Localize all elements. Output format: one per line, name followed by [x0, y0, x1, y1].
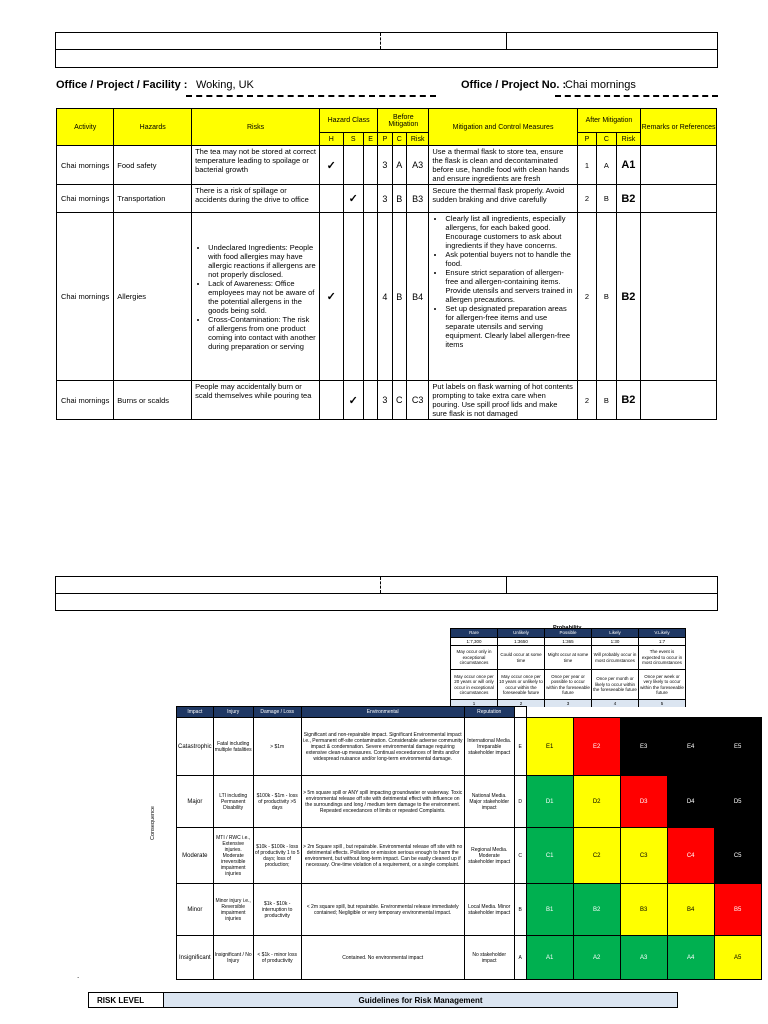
mitigation-bullet: • Ask potential buyers not to handle the food.	[445, 250, 573, 268]
matrix-row	[177, 936, 762, 980]
before-c: B	[392, 185, 406, 213]
matrix-reputation: Local Media. Minor stakeholder impact	[464, 884, 514, 936]
prob-name: Unlikely	[498, 629, 545, 638]
matrix-row	[177, 718, 762, 776]
project-no-label: Office / Project No. :	[461, 79, 567, 91]
matrix-cell: B2	[573, 884, 620, 936]
check-icon: ✓	[319, 213, 343, 381]
matrix-header-environmental: Environmental	[301, 707, 464, 718]
before-risk: B4	[406, 213, 429, 381]
mitigation-cell: Put labels on flask warning of hot contents prompting to take extra care when pouring. Use spill proof lids and make sure flask is not damaged	[429, 381, 577, 420]
matrix-reputation: National Media. Major stakeholder impact	[464, 776, 514, 828]
header-mitigation: Mitigation and Control Measures	[429, 109, 577, 146]
prob-desc: Will probably occur in most circumstances	[592, 646, 639, 670]
before-c: A	[392, 146, 406, 185]
remarks-cell	[641, 146, 717, 185]
matrix-injury: Minor injury i.e., Reversible impairment injuries	[213, 884, 253, 936]
matrix-impact: Moderate	[177, 828, 214, 884]
after-c: B	[597, 185, 616, 213]
hazard-cell: Burns or scalds	[114, 381, 192, 420]
matrix-cell: C4	[667, 828, 714, 884]
matrix-environmental: Significant and non-repairable impact. Significant Environmental impact i.e., Permanent off-site contamination. Considerable adverse community impact & condemnation. Severe environmental damage requiring extensive clean-up measures. Continual exceedances of limits and/or widespread nuisance and/or long-term environmental damage.	[301, 718, 464, 776]
after-p: 2	[577, 185, 596, 213]
prob-freq: 1:365	[545, 637, 592, 646]
header-after-c: C	[597, 133, 616, 146]
risk-cell: The tea may not be stored at correct temperature leading to spoilage or bacterial growth	[192, 146, 320, 185]
prob-number: 1	[451, 700, 498, 709]
hazard-cell: Allergies	[114, 213, 192, 381]
matrix-letter: D	[514, 776, 526, 828]
after-c: B	[597, 213, 616, 381]
activity-cell: Chai mornings	[57, 146, 114, 185]
risk-bullet: • Lack of Awareness: Office employees may not be aware of the potential allergens in the goods being sold.	[208, 279, 316, 315]
before-p: 3	[378, 146, 392, 185]
matrix-reputation: No stakeholder impact	[464, 936, 514, 980]
matrix-cell: E3	[620, 718, 667, 776]
matrix-injury: Insignificant / No Injury	[213, 936, 253, 980]
matrix-cell: D1	[526, 776, 573, 828]
matrix-environmental: > 2m Square spill , but repairable. Environmental release off site with no detrimental effects. Pollution or emission serious enough to harm the environment, but without long-term impact. Can be easily cleaned up if necessary. One-time violation of a requirement, or a single complaint.	[301, 828, 464, 884]
header-class-h: H	[319, 133, 343, 146]
matrix-cell: A3	[620, 936, 667, 980]
after-c: B	[597, 381, 616, 420]
header-after-risk: Risk	[616, 133, 641, 146]
matrix-cell: C2	[573, 828, 620, 884]
prob-desc: Could occur at some time	[498, 646, 545, 670]
matrix-letter: A	[514, 936, 526, 980]
before-p: 4	[378, 213, 392, 381]
risk-level-label: RISK LEVEL	[89, 993, 164, 1008]
risk-bullet: • Cross-Contamination: The risk of allergens from one product coming into contact with another during preparation or serving	[208, 315, 316, 351]
matrix-reputation: Regional Media. Moderate stakeholder impact	[464, 828, 514, 884]
header-before-p: P	[378, 133, 392, 146]
matrix-row	[177, 884, 762, 936]
stray-dot: .	[77, 971, 80, 980]
matrix-header-reputation: Reputation	[464, 707, 514, 718]
prob-desc-freq: Once per year or possible to occur within the foreseeable future	[545, 670, 592, 700]
matrix-impact: Catastrophic	[177, 718, 214, 776]
before-p: 3	[378, 381, 392, 420]
risk-matrix	[176, 706, 762, 980]
prob-number: 5	[639, 700, 686, 709]
risk-cell: People may accidentally burn or scald themselves while pouring tea	[192, 381, 320, 420]
matrix-cell: D5	[714, 776, 761, 828]
header-after-mitigation: After Mitigation	[577, 109, 640, 133]
probability-table	[450, 628, 686, 709]
prob-freq: 1:3650	[498, 637, 545, 646]
matrix-cell: A1	[526, 936, 573, 980]
matrix-injury: LTI including Permanent Disability	[213, 776, 253, 828]
prob-name: Possible	[545, 629, 592, 638]
header-after-p: P	[577, 133, 596, 146]
matrix-cell: D4	[667, 776, 714, 828]
header-before-risk: Risk	[406, 133, 429, 146]
matrix-letter: E	[514, 718, 526, 776]
matrix-cell: E1	[526, 718, 573, 776]
prob-desc-freq: Once per month or likely to occur within the foreseeable future	[592, 670, 639, 700]
mitigation-bullet: • Clearly list all ingredients, especially allergens, for each baked good. Encourage customers to ask about ingredients if they have concerns.	[445, 214, 573, 250]
matrix-cell: A5	[714, 936, 761, 980]
matrix-cell: B4	[667, 884, 714, 936]
matrix-cell: B1	[526, 884, 573, 936]
matrix-impact: Minor	[177, 884, 214, 936]
matrix-environmental: < 2m square spill, but repairable. Environmental release immediately contained; Negligible or very temporary environmental impact.	[301, 884, 464, 936]
matrix-header-injury: Injury	[213, 707, 253, 718]
mitigation-cell: Secure the thermal flask properly. Avoid sudden braking and drive carefully	[429, 185, 577, 213]
matrix-damage: $100k - $1m - loss of productivity >5 days	[253, 776, 301, 828]
after-risk: B2	[616, 185, 641, 213]
matrix-cell: B3	[620, 884, 667, 936]
header-class-e: E	[363, 133, 377, 146]
matrix-row	[177, 828, 762, 884]
mitigation-cell	[429, 213, 577, 381]
guidelines-title: Guidelines for Risk Management	[164, 993, 678, 1008]
office-underline	[186, 95, 436, 97]
prob-freq: 1:7,300	[451, 637, 498, 646]
mitigation-bullet: • Ensure strict separation of allergen-free and allergen-containing items. Provide utensils and servers trained in allergen precautions.	[445, 268, 573, 304]
prob-freq: 1:30	[592, 637, 639, 646]
prob-number: 3	[545, 700, 592, 709]
matrix-impact: Insignificant	[177, 936, 214, 980]
mitigation-bullet: • Set up designated preparation areas for allergen-free items and use separate utensils and serving equipment. Clearly label allergen-free items	[445, 304, 573, 349]
guidelines-table	[88, 992, 678, 1008]
remarks-cell	[641, 213, 717, 381]
after-p: 2	[577, 381, 596, 420]
table-row	[57, 213, 717, 381]
matrix-environmental: Contained. No environmental impact	[301, 936, 464, 980]
matrix-injury: MTI / RWC i.e., Extensive injuries. Moderate irreversible impairment injuries	[213, 828, 253, 884]
header-hazard-class: Hazard Class	[319, 109, 377, 133]
risk-bullet: • Undeclared Ingredients: People with food allergies may have allergic reactions if allergens are not properly disclosed.	[208, 243, 316, 279]
project-no-underline	[555, 95, 718, 97]
before-c: C	[392, 381, 406, 420]
matrix-cell: D2	[573, 776, 620, 828]
prob-name: Rare	[451, 629, 498, 638]
matrix-cell: E5	[714, 718, 761, 776]
matrix-row	[177, 776, 762, 828]
risk-assessment-table	[56, 108, 717, 420]
prob-desc-freq: Once per week or very likely to occur within the foreseeable future	[639, 670, 686, 700]
matrix-letter: C	[514, 828, 526, 884]
before-p: 3	[378, 185, 392, 213]
matrix-header-impact: Impact	[177, 707, 214, 718]
check-icon: ✓	[343, 381, 363, 420]
matrix-damage: < $1k - minor loss of productivity	[253, 936, 301, 980]
prob-desc-freq: May occur once per 20 years or will only occur in exceptional circumstances	[451, 670, 498, 700]
activity-cell: Chai mornings	[57, 185, 114, 213]
matrix-injury: Fatal including multiple fatalities	[213, 718, 253, 776]
matrix-cell: C1	[526, 828, 573, 884]
matrix-damage: > $1m	[253, 718, 301, 776]
table-row	[57, 381, 717, 420]
hazard-cell: Food safety	[114, 146, 192, 185]
matrix-environmental: > 5m square spill or ANY spill impacting groundwater or waterway. Toxic environmental release off site with detrimental effect with influence on the surroundings and long / medium term damage to the environment. Repeated exceedances of limits or repeated Complaints.	[301, 776, 464, 828]
table-row	[57, 185, 717, 213]
matrix-damage: $10k - $100k - loss of productivity 1 to 5 days; loss of production;	[253, 828, 301, 884]
office-value: Woking, UK	[196, 79, 254, 91]
prob-freq: 1:7	[639, 637, 686, 646]
matrix-cell: B5	[714, 884, 761, 936]
matrix-letter: B	[514, 884, 526, 936]
matrix-cell: E4	[667, 718, 714, 776]
matrix-cell: C3	[620, 828, 667, 884]
risk-cell	[192, 213, 320, 381]
prob-name: Likely	[592, 629, 639, 638]
matrix-reputation: International Media. Irreparable stakeholder impact	[464, 718, 514, 776]
after-risk: A1	[616, 146, 641, 185]
activity-cell: Chai mornings	[57, 213, 114, 381]
matrix-cell: D3	[620, 776, 667, 828]
prob-number: 4	[592, 700, 639, 709]
prob-desc: May occur only in exceptional circumstances	[451, 646, 498, 670]
matrix-cell: A4	[667, 936, 714, 980]
matrix-header-damage: Damage / Loss	[253, 707, 301, 718]
matrix-impact: Major	[177, 776, 214, 828]
header-risks: Risks	[192, 109, 320, 146]
before-risk: B3	[406, 185, 429, 213]
after-c: A	[597, 146, 616, 185]
before-risk: C3	[406, 381, 429, 420]
second-header-frame	[55, 576, 718, 611]
prob-desc: Might occur at some time	[545, 646, 592, 670]
risk-cell: There is a risk of spillage or accidents during the drive to office	[192, 185, 320, 213]
after-p: 2	[577, 213, 596, 381]
prob-name: V.Likely	[639, 629, 686, 638]
after-p: 1	[577, 146, 596, 185]
remarks-cell	[641, 185, 717, 213]
activity-cell: Chai mornings	[57, 381, 114, 420]
table-row	[57, 146, 717, 185]
hazard-cell: Transportation	[114, 185, 192, 213]
matrix-damage: $1k - $10k - interruption to productivity	[253, 884, 301, 936]
header-activity: Activity	[57, 109, 114, 146]
matrix-cell: A2	[573, 936, 620, 980]
prob-number: 2	[498, 700, 545, 709]
after-risk: B2	[616, 381, 641, 420]
header-before-mitigation: Before Mitigation	[378, 109, 429, 133]
header-class-s: S	[343, 133, 363, 146]
prob-desc: The event is expected to occur in most circumstances	[639, 646, 686, 670]
check-icon: ✓	[343, 185, 363, 213]
check-icon: ✓	[319, 146, 343, 185]
before-risk: A3	[406, 146, 429, 185]
before-c: B	[392, 213, 406, 381]
header-before-c: C	[392, 133, 406, 146]
remarks-cell	[641, 381, 717, 420]
header-remarks: Remarks or References	[641, 109, 717, 146]
project-no-value: Chai mornings	[565, 79, 636, 91]
consequence-label: Consequence	[150, 806, 156, 840]
after-risk: B2	[616, 213, 641, 381]
matrix-cell: E2	[573, 718, 620, 776]
office-label: Office / Project / Facility :	[56, 79, 188, 91]
header-hazards: Hazards	[114, 109, 192, 146]
matrix-cell: C5	[714, 828, 761, 884]
top-header-frame	[55, 32, 718, 68]
mitigation-cell: Use a thermal flask to store tea, ensure the flask is clean and decontaminated before use, handle food with clean hands and ensure ingredients are fresh	[429, 146, 577, 185]
prob-desc-freq: May occur once per 10 years or unlikely to occur within the foreseeable future	[498, 670, 545, 700]
